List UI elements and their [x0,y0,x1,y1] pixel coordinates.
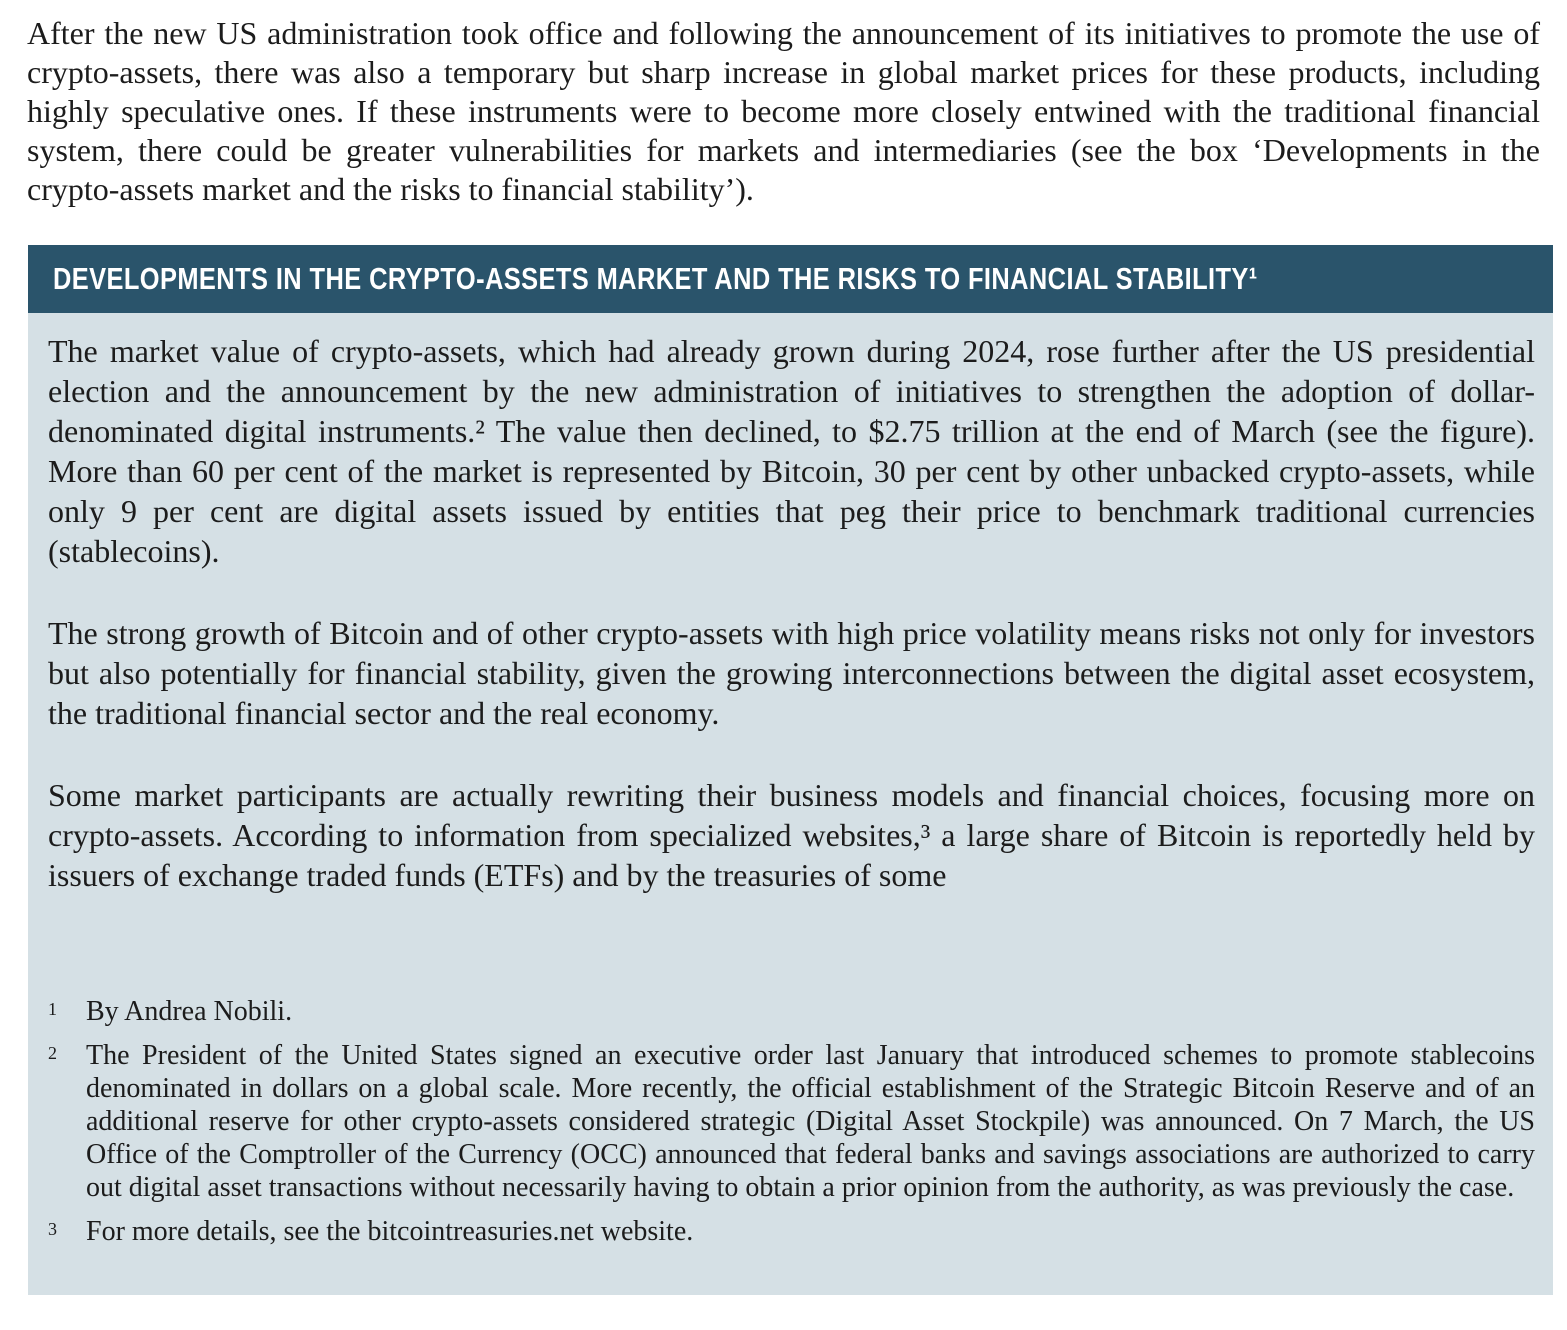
box-paragraph-strong-growth: The strong growth of Bitcoin and of other crypto-assets with high price volatility means risks not only for investors but also potentially for financial stability, given the growing interconnections between the digital asset ecosystem, the traditional financial sector and the real economy. [48,615,1535,731]
box-title: DEVELOPMENTS IN THE CRYPTO-ASSETS MARKET AND THE RISKS TO FINANCIAL STABILITY¹ [53,261,1258,296]
footnote-1-marker: 1 [48,999,57,1019]
footnote-1-text: By Andrea Nobili. [86,996,293,1027]
box-paragraph-market-participants: Some market participants are actually rewriting their business models and financial choices, focusing more on crypto-assets. According to information from specialized websites,³ a large share of Bitcoin is reportedly held by issuers of exchange traded funds (ETFs) and by the treasuries of some [48,777,1535,893]
report-page [0,14,1567,1330]
box-body [28,313,1553,1295]
crypto-assets-box [28,245,1553,1295]
footnote-1 [48,995,1535,1028]
footnote-2-text: The President of the United States signed an executive order last January that introduced schemes to promote stablecoins denominated in dollars on a global scale. More recently, the official establishment of the Strategic Bitcoin Reserve and of an additional reserve for other crypto-assets considered strategic (Digital Asset Stockpile) was announced. On 7 March, the US Office of the Comptroller of the Currency (OCC) announced that federal banks and savings associations are authorized to carry out digital asset transactions without necessarily having to obtain a prior opinion from the authority, as was previously the case. [86,1040,1535,1203]
footnote-3 [48,1215,1535,1248]
box-header-bar [28,245,1553,313]
footnote-2-marker: 2 [48,1043,57,1063]
footnote-3-marker: 3 [48,1219,57,1239]
footnotes-section [48,995,1535,1248]
intro-paragraph: After the new US administration took office and following the announcement of its initiatives to promote the use of crypto-assets, there was also a temporary but sharp increase in global market prices for these products, including highly speculative ones. If these instruments were to become more closely entwined with the traditional financial system, there could be greater vulnerabilities for markets and intermediaries (see the box ‘Developments in the crypto-assets market and the risks to financial stability’). [27,15,1540,207]
box-paragraph-market-value: The market value of crypto-assets, which had already grown during 2024, rose further after the US presidential election and the announcement by the new administration of initiatives to strengthen the adoption of dollar-denominated digital instruments.² The value then declined, to $2.75 trillion at the end of March (see the figure). More than 60 per cent of the market is represented by Bitcoin, 30 per cent by other unbacked crypto-assets, while only 9 per cent are digital assets issued by entities that peg their price to benchmark traditional currencies (stablecoins). [48,333,1535,569]
footnote-2 [48,1039,1535,1204]
footnote-3-text: For more details, see the bitcointreasuries.net website. [86,1216,694,1247]
